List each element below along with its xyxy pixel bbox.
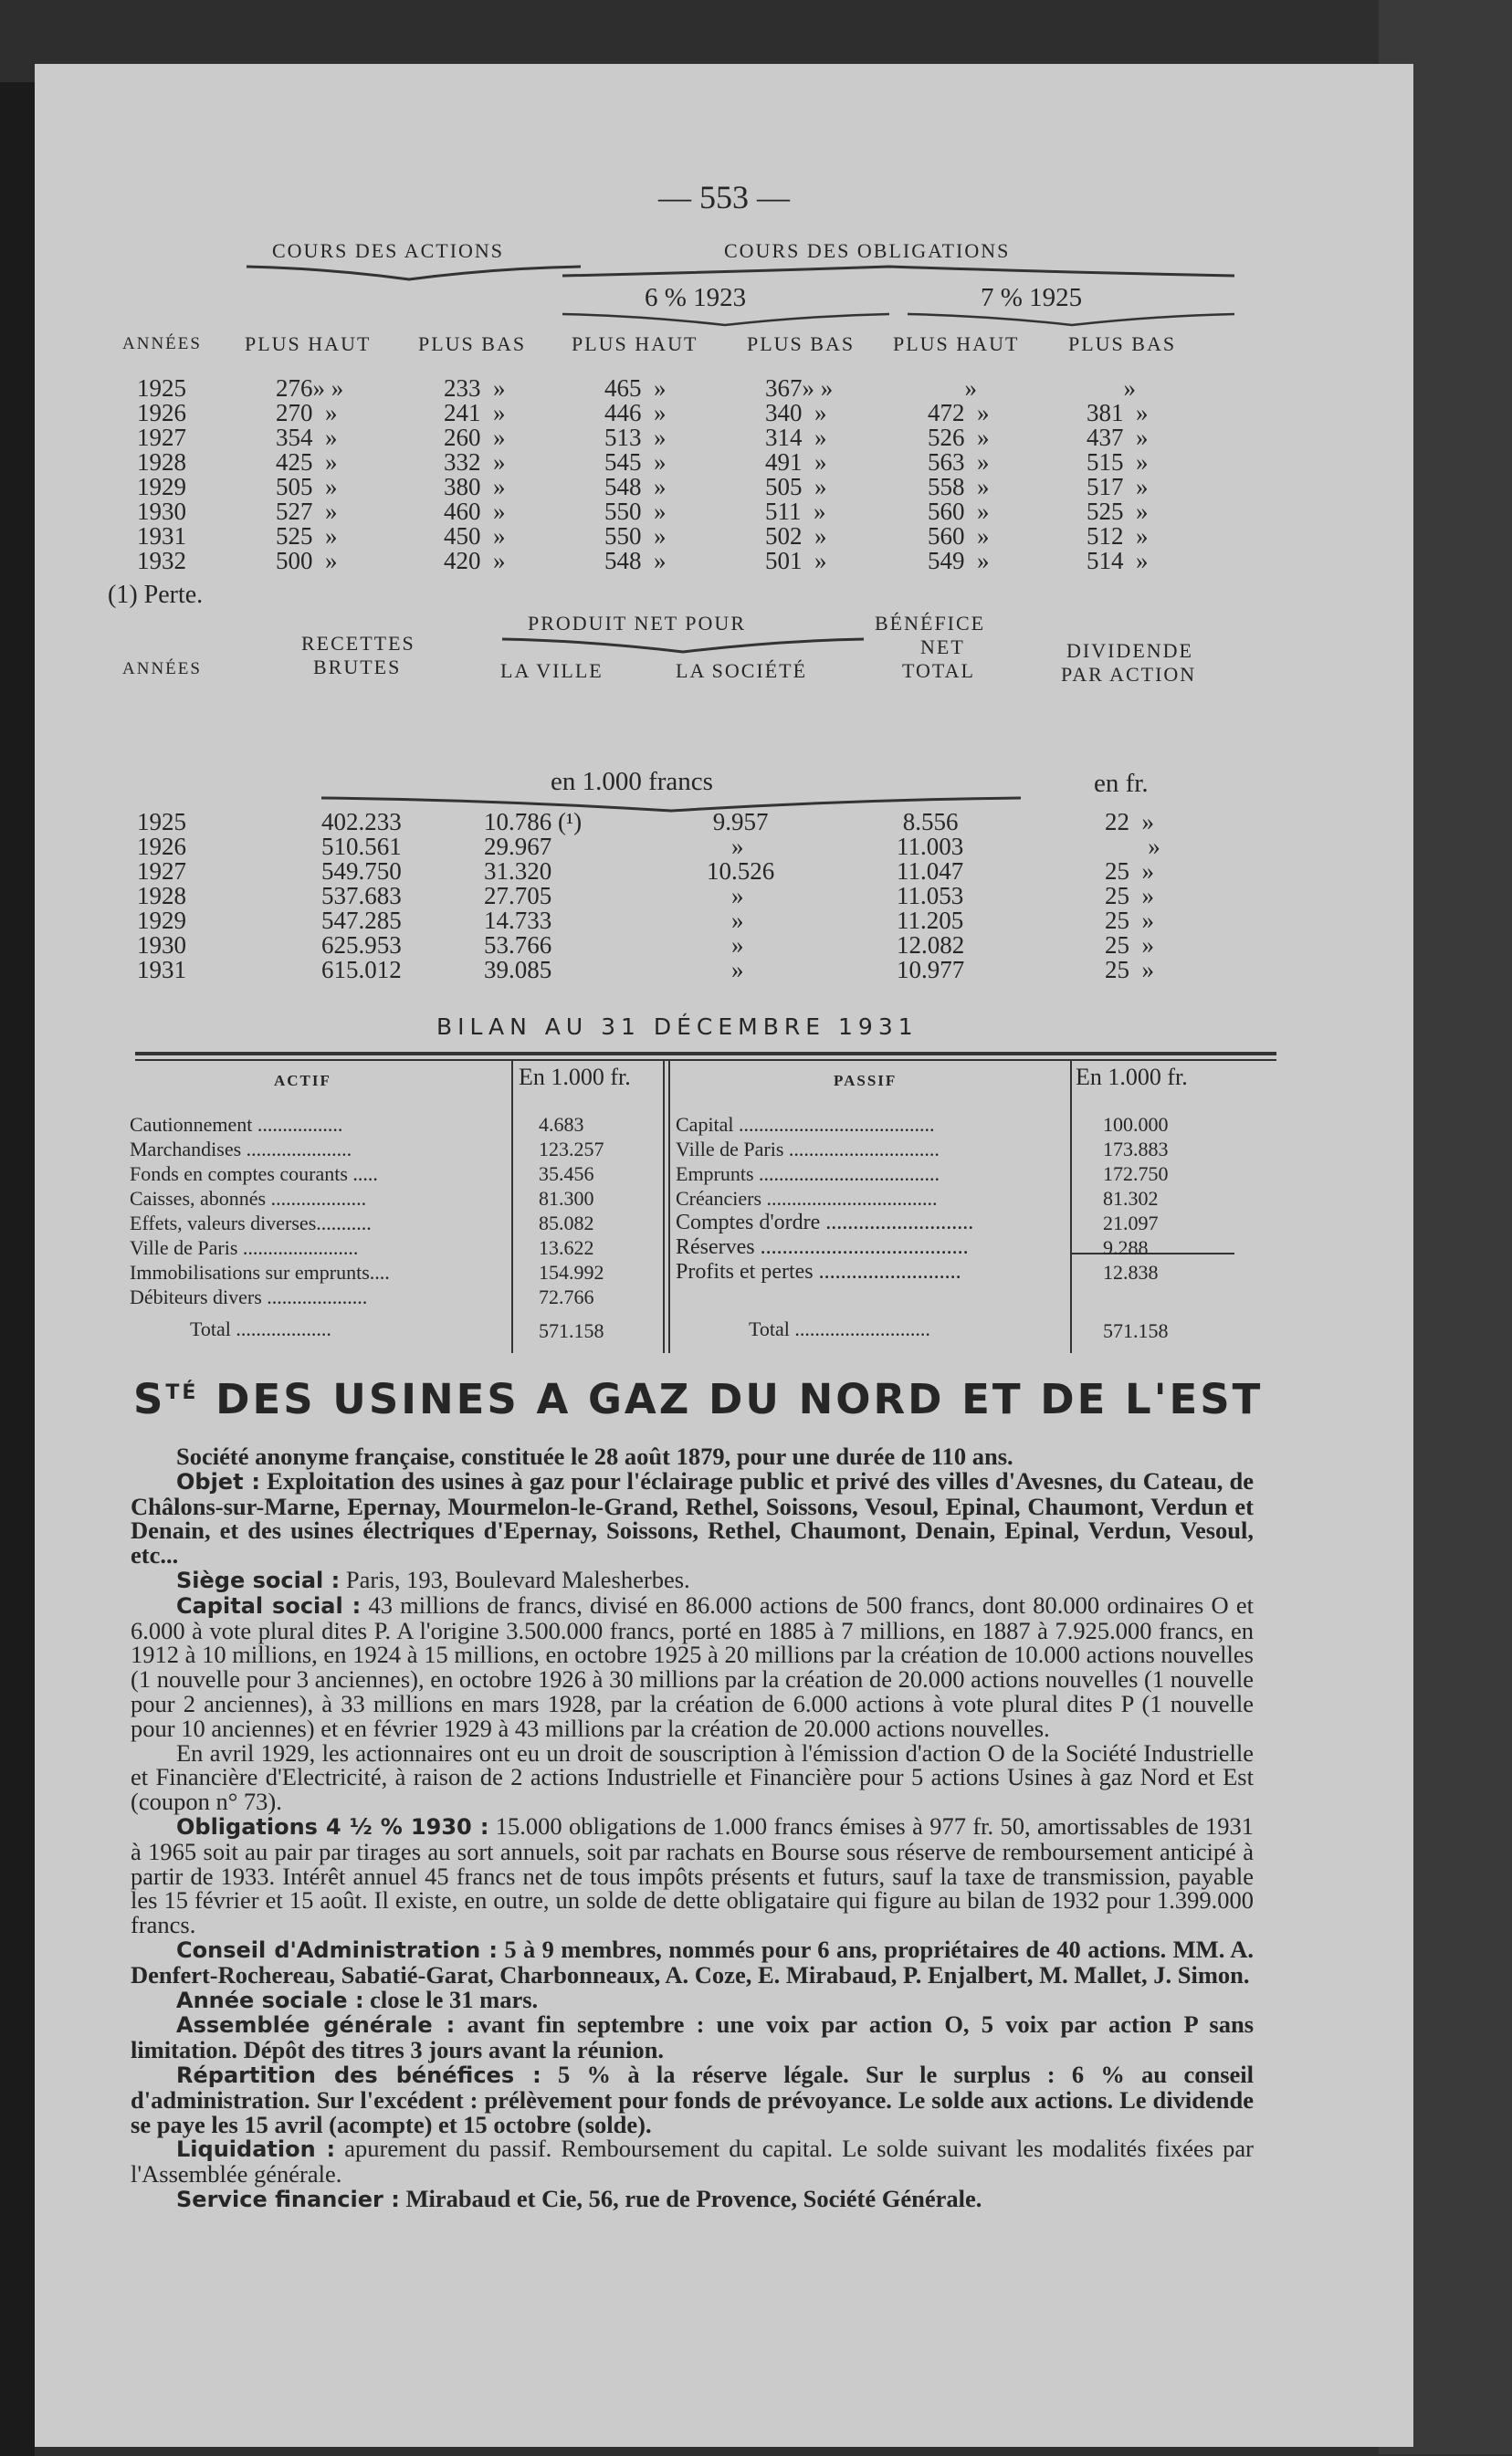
col-header-o25-bas: PLUS BAS [1068, 332, 1177, 355]
actif-total-label: Total ................... [190, 1317, 331, 1340]
actif-row-label: Immobilisations sur emprunts.... [130, 1261, 390, 1284]
service-paragraph [131, 2184, 1254, 2212]
repartition-text: 5 % à la réserve légale. Sur le surplus : 6 % au conseil d'administration. Sur l'excédent : prélèvement pour fonds de prévoyance. Le solde aux actions. Le dividende se paye les 15 avril (acompte) et 15 octobre (solde). [131, 2060, 1254, 2138]
liquidation-paragraph [131, 2136, 1254, 2187]
title-prefix: S [133, 1375, 166, 1423]
assemblee-text: avant fin septembre : une voix par action O, 5 voix par action P sans limitation. Dépôt des titres 3 jours avant la réunion. [131, 2010, 1255, 2064]
col-header-o23-bas: PLUS BAS [747, 332, 856, 355]
sub-header-1925: 7 % 1925 [981, 283, 1083, 312]
header-dividende-2: PAR ACTION [1061, 663, 1197, 686]
column-actions-haut: 276» » 270 » 354 » 425 » 505 » 527 » 525 » 500 » [276, 374, 344, 574]
actif-row-label: Caisses, abonnés ................... [130, 1187, 367, 1210]
brace-sub [561, 310, 1236, 331]
passif-row-label: Emprunts .................................... [676, 1162, 940, 1185]
actif-row-value: 154.992 [539, 1261, 604, 1284]
annee-label: Année sociale : [176, 1987, 364, 2013]
passif-total-value: 571.158 [1103, 1319, 1169, 1342]
actif-row-value: 81.300 [539, 1187, 594, 1210]
bilan-top-rule [135, 1052, 1276, 1055]
passif-row-label: Créanciers .................................. [676, 1187, 938, 1210]
header-recettes-2: BRUTES [313, 656, 402, 678]
bilan-top-rule-thin [135, 1059, 1276, 1061]
col-header-act-haut: PLUS HAUT [245, 332, 372, 355]
objet-paragraph [131, 1466, 1254, 1569]
actif-row-label: Effets, valeurs diverses........... [130, 1212, 372, 1234]
col-header-act-bas: PLUS BAS [418, 332, 527, 355]
passif-row-label: Comptes d'ordre ........................... [676, 1211, 974, 1234]
siege-label: Siège social : [176, 1567, 341, 1593]
capital-paragraph [131, 1590, 1254, 1742]
column-o23-bas: 367» » 340 » 314 » 491 » 505 » 511 » 502 » 501 » [765, 374, 834, 574]
passif-row-label: Réserves ...................................... [676, 1235, 969, 1259]
title-superscript: TÉ [165, 1381, 199, 1404]
actif-unit-header: En 1.000 fr. [519, 1064, 631, 1090]
passif-row-label: Ville de Paris .............................. [676, 1138, 940, 1160]
service-text: Mirabaud et Cie, 56, rue de Provence, Société Générale. [399, 2184, 982, 2212]
liquidation-label: Liquidation : [176, 2136, 336, 2163]
col-header-o25-haut: PLUS HAUT [893, 332, 1020, 355]
objet-label: Objet : [176, 1468, 261, 1495]
header-ville: LA VILLE [500, 659, 604, 682]
annee-text: close le 31 mars. [363, 1985, 539, 2013]
repartition-paragraph [131, 2062, 1254, 2136]
repartition-label: Répartition des bénéfices : [176, 2062, 541, 2088]
avril-paragraph: En avril 1929, les actionnaires ont eu un droit de souscription à l'émission d'action O de la Société Industrielle et Financière d'Electricité, à raison de 2 actions Industrielle et Financière pour 5 actions Usines à gaz Nord et Est (coupon n° 73). [131, 1738, 1254, 1816]
book-page [35, 64, 1413, 2447]
siege-paragraph [131, 1565, 1254, 1593]
column-recettes: 402.233 510.561 549.750 537.683 547.285 625.953 615.012 [321, 808, 402, 983]
conseil-label: Conseil d'Administration : [176, 1936, 498, 1963]
book-gutter [0, 82, 35, 2456]
actif-row-value: 4.683 [539, 1113, 584, 1136]
header-benefice-3: TOTAL [902, 659, 975, 682]
unit-francs: en fr. [1094, 769, 1149, 798]
conseil-paragraph [131, 1937, 1254, 1988]
unit-thousand-francs: en 1.000 francs [551, 767, 713, 796]
passif-unit-header: En 1.000 fr. [1076, 1064, 1188, 1090]
actif-row-label: Marchandises ..................... [130, 1138, 352, 1160]
actif-header: ACTIF [274, 1072, 331, 1089]
title-rest: DES USINES A GAZ DU NORD ET DE L'EST [198, 1375, 1264, 1423]
annee-paragraph [131, 1985, 1254, 2013]
column-o25-bas: » 381 » 437 » 515 » 517 » 525 » 512 » 514 » [1087, 374, 1149, 574]
passif-total-label: Total ........................... [749, 1317, 930, 1340]
passif-row-label: Capital ....................................... [676, 1113, 935, 1136]
header-recettes-1: RECETTES [301, 632, 415, 655]
actif-row-label: Fonds en comptes courants ..... [130, 1162, 378, 1185]
actif-row-label: Ville de Paris ....................... [130, 1236, 359, 1259]
header-dividende-1: DIVIDENDE [1066, 639, 1193, 662]
capital-text: 43 millions de francs, divisé en 86.000 actions de 500 francs, dont 80.000 ordinaires O et 6.000 à vote plural dites P. A l'origine 3.500.000 francs, porté en 1885 à 7 millions, en 1887 à 7.925.000 francs, en 1912 à 10 millions, en 1924 à 15 millions, en octobre 1925 à 20 millions par la création de 10.000 actions nouvelles (1 nouvelle pour 3 anciennes), en octobre 1926 à 30 millions par la création de 20.000 actions nouvelles (1 nouvelle pour 2 anciennes), à 33 millions en mars 1928, par la création de 6.000 actions à vote plural dites P (1 nouvelle pour 10 anciennes) et en février 1929 à 43 millions par la création de 20.000 actions nouvelles. [131, 1590, 1254, 1742]
conseil-text: 5 à 9 membres, nommés pour 6 ans, propriétaires de 40 actions. MM. A. Denfert-Rochereau, Sabatié-Garat, Charbonneaux, A. Coze, E. Mirabaud, P. Enjalbert, M. Mallet, J. Simon. [131, 1935, 1255, 1989]
column-annees-2: 1925 1926 1927 1928 1929 1930 1931 [137, 808, 186, 983]
brace-actions [245, 261, 583, 283]
sub-header-1923: 6 % 1923 [645, 283, 747, 312]
page-number: — 553 — [658, 179, 790, 215]
col-header-o23-haut: PLUS HAUT [572, 332, 698, 355]
actif-row-label: Cautionnement ................. [130, 1113, 343, 1136]
column-o25-haut: » 472 » 526 » 563 » 558 » 560 » 560 » 549 » [928, 374, 990, 574]
capital-label: Capital social : [176, 1592, 362, 1619]
brace-produit [500, 634, 866, 656]
actif-row-value: 85.082 [539, 1212, 594, 1234]
divider-passif-values [1070, 1061, 1072, 1353]
divider-actif-values [511, 1061, 513, 1353]
passif-row-value: 100.000 [1103, 1113, 1169, 1136]
divider-middle-a [663, 1061, 665, 1353]
passif-header: PASSIF [834, 1072, 898, 1089]
passif-row-label: Profits et pertes .......................... [676, 1260, 961, 1284]
objet-text: Exploitation des usines à gaz pour l'éclairage public et privé des villes d'Avesnes, du Cateau, de Châlons-sur-Marne, Epernay, Mourmelon-le-Grand, Rethel, Soissons, Vesoul, Epinal, Chaumont, Verdun et Denain, et des usines électriques d'Epernay, Soissons, Rethel, Chaumont, Denain, Epinal, Verdun, Vesoul, etc... [131, 1466, 1254, 1569]
liquidation-text: apurement du passif. Remboursement du capital. Le solde suivant les modalités fixées par l'Assemblée générale. [131, 2135, 1254, 2188]
assemblee-label: Assemblée générale : [176, 2012, 456, 2039]
passif-row-value: 81.302 [1103, 1187, 1159, 1210]
company-description [131, 1444, 1254, 2212]
column-actions-bas: 233 » 241 » 260 » 332 » 380 » 460 » 450 » 420 » [444, 374, 506, 574]
passif-row-value: 21.097 [1103, 1212, 1159, 1234]
group-header-actions: COURS DES ACTIONS [272, 239, 505, 262]
actif-row-label: Débiteurs divers .................... [130, 1286, 368, 1308]
actif-row-value: 13.622 [539, 1236, 594, 1259]
column-o23-haut: 465 » 446 » 513 » 545 » 548 » 550 » 550 » 548 » [604, 374, 667, 574]
actif-row-value: 123.257 [539, 1138, 604, 1160]
group-header-obligations: COURS DES OBLIGATIONS [724, 239, 1011, 262]
company-title [133, 1375, 1263, 1423]
column-benefice: 8.556 11.003 11.047 11.053 11.205 12.082 10.977 [897, 808, 965, 983]
bilan-title: BILAN AU 31 DÉCEMBRE 1931 [436, 1013, 919, 1040]
obligations-label: Obligations 4 ½ % 1930 : [176, 1813, 489, 1840]
assemblee-paragraph [131, 2012, 1254, 2062]
actif-row-value: 35.456 [539, 1162, 594, 1185]
siege-text: Paris, 193, Boulevard Malesherbes. [340, 1565, 690, 1593]
col-header-annees: ANNÉES [122, 334, 202, 353]
header-societe: LA SOCIÉTÉ [676, 659, 808, 682]
column-annees: 1925 1926 1927 1928 1929 1930 1931 1932 [137, 374, 186, 574]
obligations-text: 15.000 obligations de 1.000 francs émises à 977 fr. 50, amortissables de 1931 à 1965 soit au pair par tirages au sort annuels, soit par rachats en Bourse sous réserve de remboursement anticipé à partir de 1933. Intérêt annuel 45 francs net de tous impôts présents et futurs, sauf la taxe de transmission, payable les 15 février et 15 août. Il existe, en outre, un solde de dette obligataire qui figure au bilan de 1932 pour 1.399.000 francs. [131, 1811, 1254, 1939]
footnote-perte: (1) Perte. [108, 581, 204, 609]
brace-obligations [561, 263, 1236, 285]
service-label: Service financier : [176, 2186, 400, 2212]
divider-middle-b [668, 1061, 670, 1353]
intro-paragraph: Société anonyme française, constituée le 28 août 1879, pour une durée de 110 ans. [176, 1443, 1013, 1470]
header-annees: ANNÉES [122, 659, 202, 678]
column-dividende: 22 » » 25 » 25 » 25 » 25 » 25 » [1105, 808, 1160, 983]
passif-row-value: 12.838 [1103, 1261, 1159, 1284]
obligations-paragraph [131, 1811, 1254, 1939]
actif-total-value: 571.158 [539, 1319, 604, 1342]
header-benefice-1: BÉNÉFICE [875, 612, 986, 635]
column-societe: 9.957 » 10.526 » » » » [707, 808, 775, 983]
passif-row-value: 173.883 [1103, 1138, 1169, 1160]
column-ville: 10.786 (¹) 29.967 31.320 27.705 14.733 53.766 39.085 [484, 808, 583, 983]
actif-row-value: 72.766 [539, 1286, 594, 1308]
passif-total-rule [1070, 1253, 1234, 1254]
passif-row-value: 172.750 [1103, 1162, 1169, 1185]
passif-row-value: 9.288 [1103, 1236, 1149, 1259]
header-produit: PRODUIT NET POUR [528, 612, 746, 635]
header-benefice-2: NET [920, 635, 965, 658]
